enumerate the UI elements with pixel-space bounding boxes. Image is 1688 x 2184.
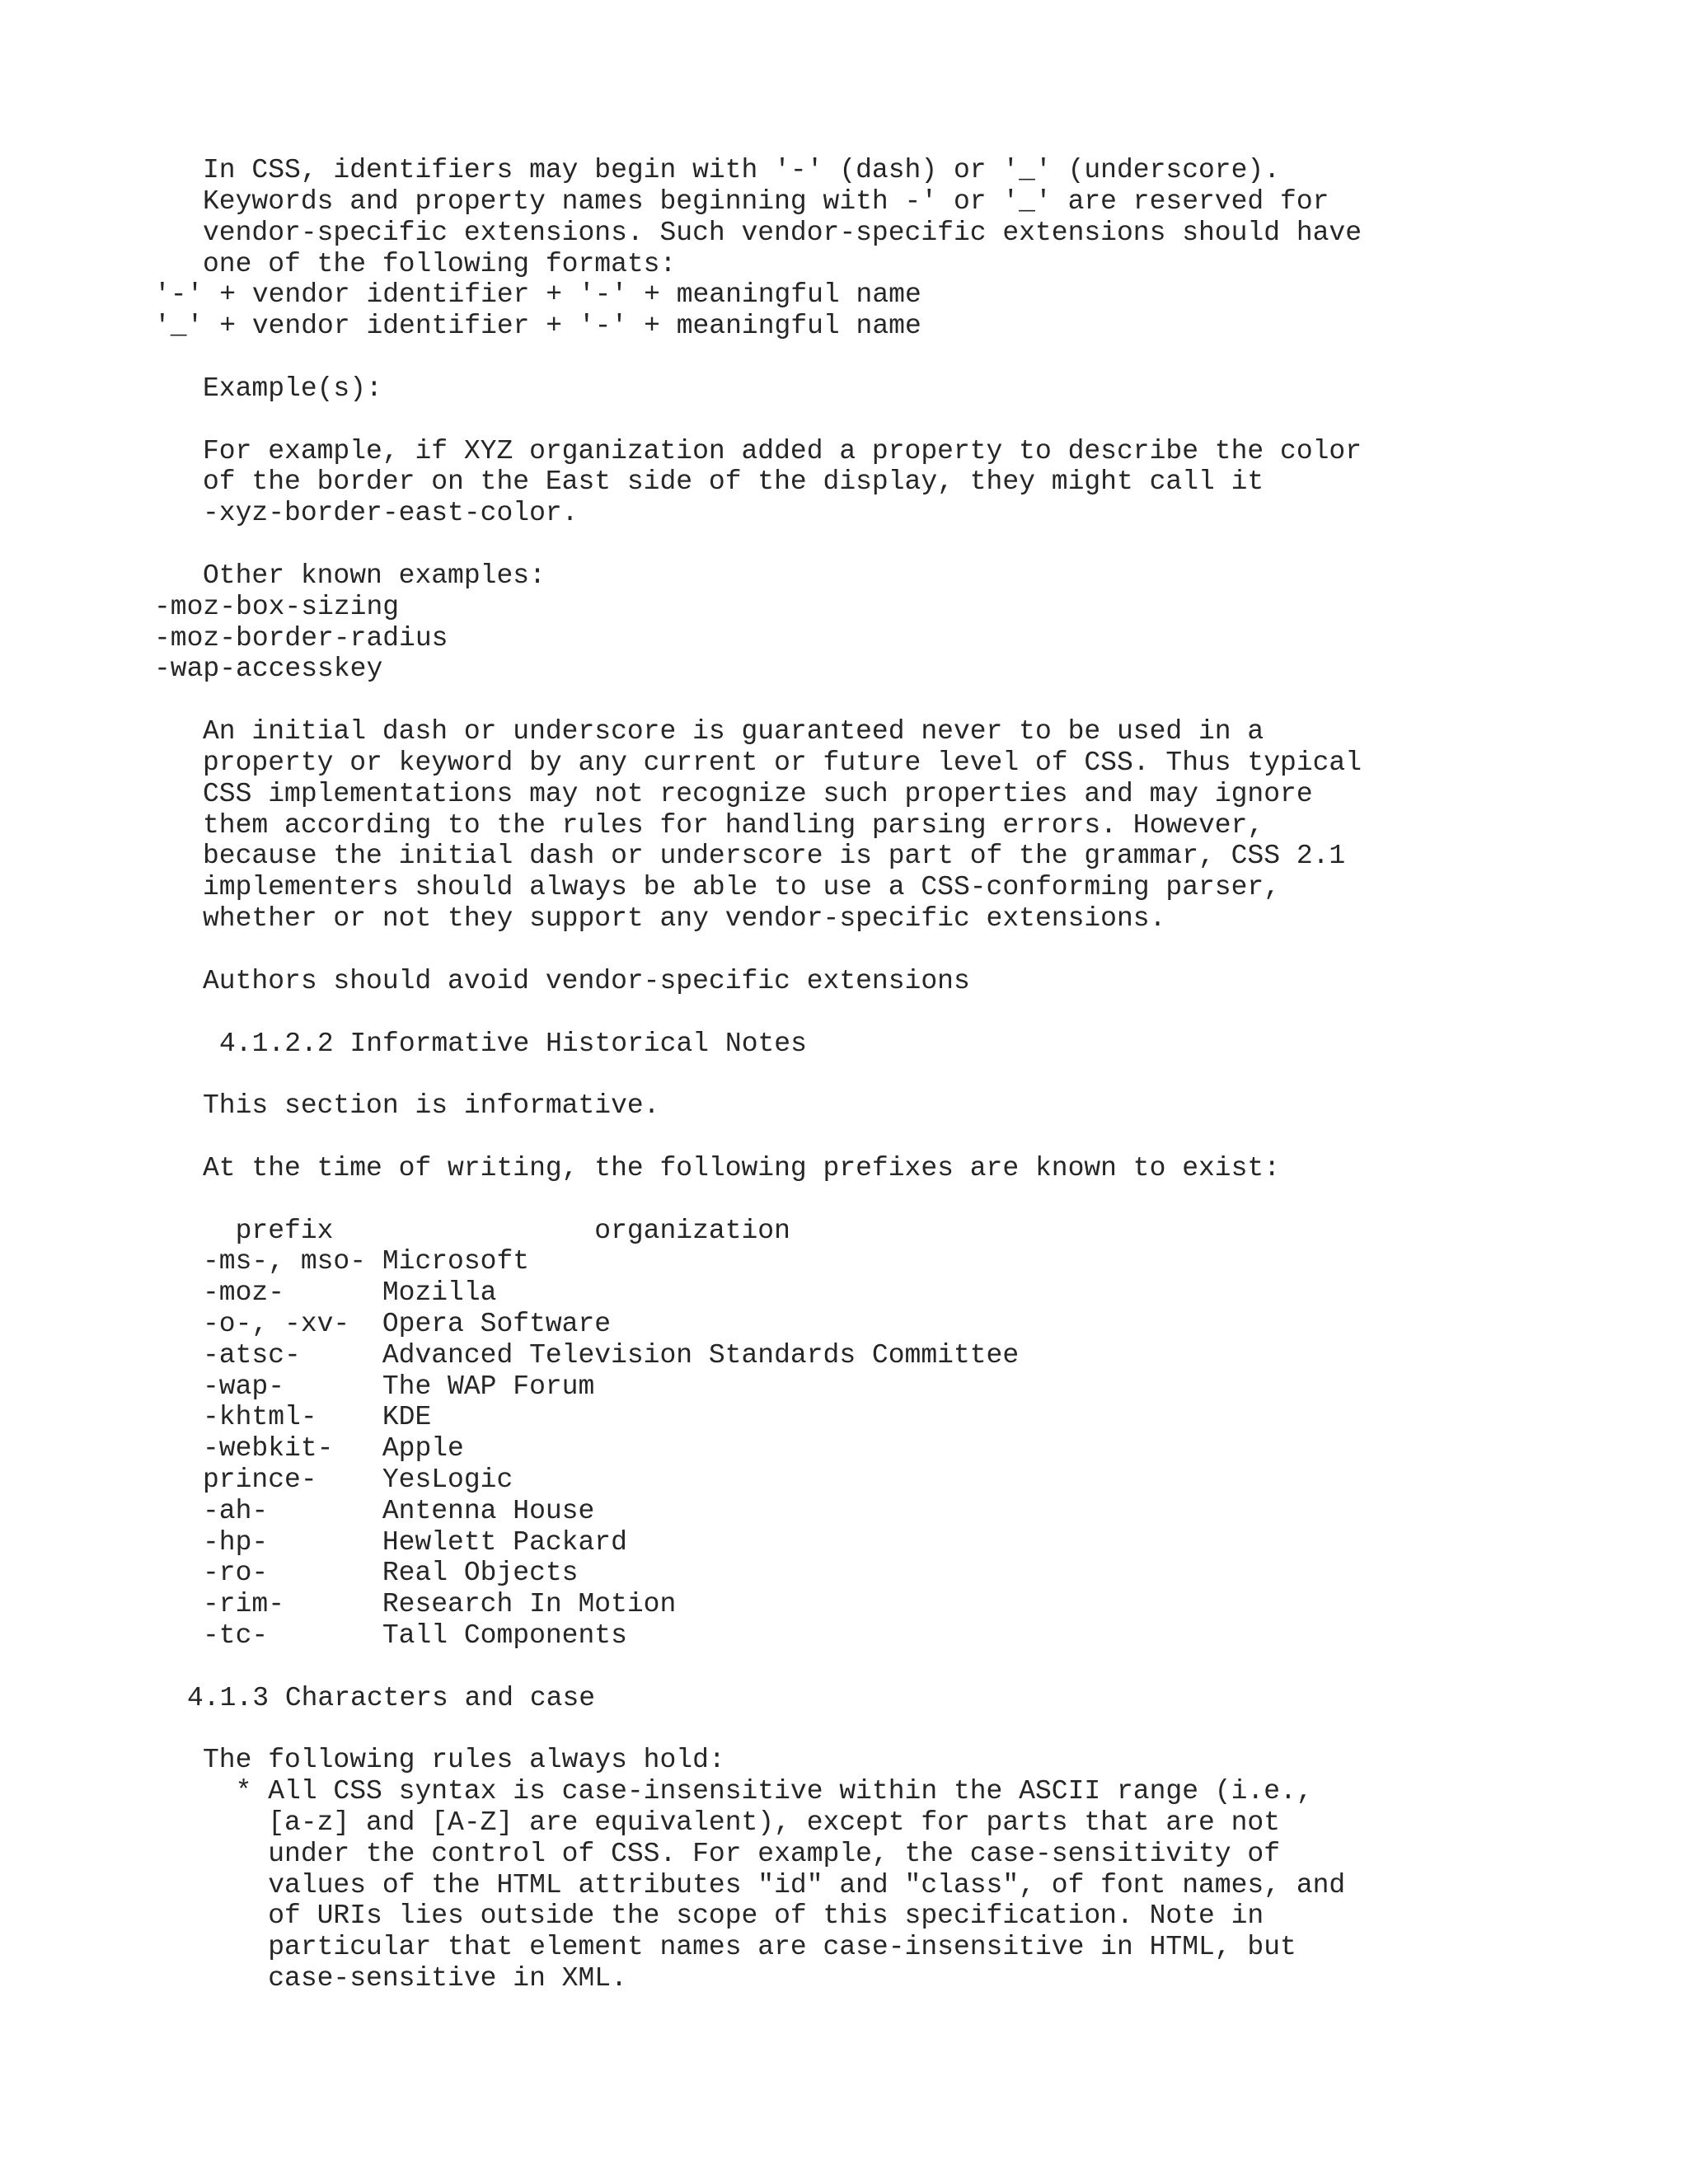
text-line: Other known examples:	[203, 560, 546, 591]
text-line: Example(s):	[203, 373, 382, 404]
example-line: -moz-border-radius	[154, 623, 448, 654]
text-line: values of the HTML attributes "id" and "class", of font names, and	[203, 1870, 1346, 1900]
text-line: under the control of CSS. For example, the case-sensitivity of	[203, 1839, 1281, 1869]
text-line: Keywords and property names beginning with -' or '_' are reserved for	[203, 186, 1329, 217]
example-line: -wap-accesskey	[154, 654, 383, 684]
text-line: particular that element names are case-insensitive in HTML, but	[203, 1932, 1296, 1962]
text-line: CSS implementations may not recognize such properties and may ignore	[203, 779, 1313, 809]
table-row: -webkit- Apple	[203, 1433, 464, 1464]
table-row: -rim- Research In Motion	[203, 1589, 677, 1619]
text-line: one of the following formats:	[203, 249, 677, 279]
text-line: them according to the rules for handling parsing errors. However,	[203, 810, 1264, 841]
text-line: For example, if XYZ organization added a property to describe the color	[203, 436, 1362, 466]
text-line: case-sensitive in XML.	[203, 1963, 627, 1994]
text-line: [a-z] and [A-Z] are equivalent), except for parts that are not	[203, 1807, 1281, 1838]
table-row: prince- YesLogic	[203, 1465, 513, 1495]
table-row: -atsc- Advanced Television Standards Committee	[203, 1340, 1020, 1371]
text-line: of the border on the East side of the display, they might call it	[203, 466, 1264, 497]
text-line: In CSS, identifiers may begin with '-' (dash) or '_' (underscore).	[203, 155, 1281, 185]
text-line: -xyz-border-east-color.	[203, 498, 579, 528]
example-line: -moz-box-sizing	[154, 592, 400, 622]
text-line: property or keyword by any current or future level of CSS. Thus typical	[203, 748, 1362, 778]
text-line: because the initial dash or underscore is part of the grammar, CSS 2.1	[203, 841, 1346, 871]
table-header: prefix organization	[203, 1216, 790, 1246]
table-row: -khtml- KDE	[203, 1402, 432, 1432]
table-row: -ro- Real Objects	[203, 1558, 579, 1588]
text-line: At the time of writing, the following prefixes are known to exist:	[203, 1153, 1281, 1183]
table-row: -tc- Tall Components	[203, 1620, 627, 1651]
table-row: -wap- The WAP Forum	[203, 1371, 595, 1402]
format-line: '_' + vendor identifier + '-' + meaningful name	[154, 311, 921, 341]
list-item: * All CSS syntax is case-insensitive within the ASCII range (i.e.,	[203, 1776, 1313, 1807]
table-row: -hp- Hewlett Packard	[203, 1527, 627, 1558]
table-row: -o-, -xv- Opera Software	[203, 1309, 612, 1339]
table-row: -ms-, mso- Microsoft	[203, 1246, 530, 1277]
text-line: implementers should always be able to use a CSS-conforming parser,	[203, 872, 1281, 902]
table-row: -moz- Mozilla	[203, 1277, 497, 1308]
text-line: Authors should avoid vendor-specific extensions	[203, 966, 970, 996]
text-line: of URIs lies outside the scope of this specification. Note in	[203, 1900, 1264, 1931]
format-line: '-' + vendor identifier + '-' + meaningful name	[154, 279, 921, 310]
section-heading: 4.1.3 Characters and case	[187, 1683, 596, 1713]
text-line: This section is informative.	[203, 1090, 660, 1121]
text-line: whether or not they support any vendor-specific extensions.	[203, 903, 1166, 934]
text-line: An initial dash or underscore is guaranteed never to be used in a	[203, 716, 1264, 747]
section-heading: 4.1.2.2 Informative Historical Notes	[219, 1029, 807, 1059]
text-line: The following rules always hold:	[203, 1745, 725, 1775]
table-row: -ah- Antenna House	[203, 1496, 595, 1526]
text-line: vendor-specific extensions. Such vendor-specific extensions should have	[203, 218, 1362, 248]
